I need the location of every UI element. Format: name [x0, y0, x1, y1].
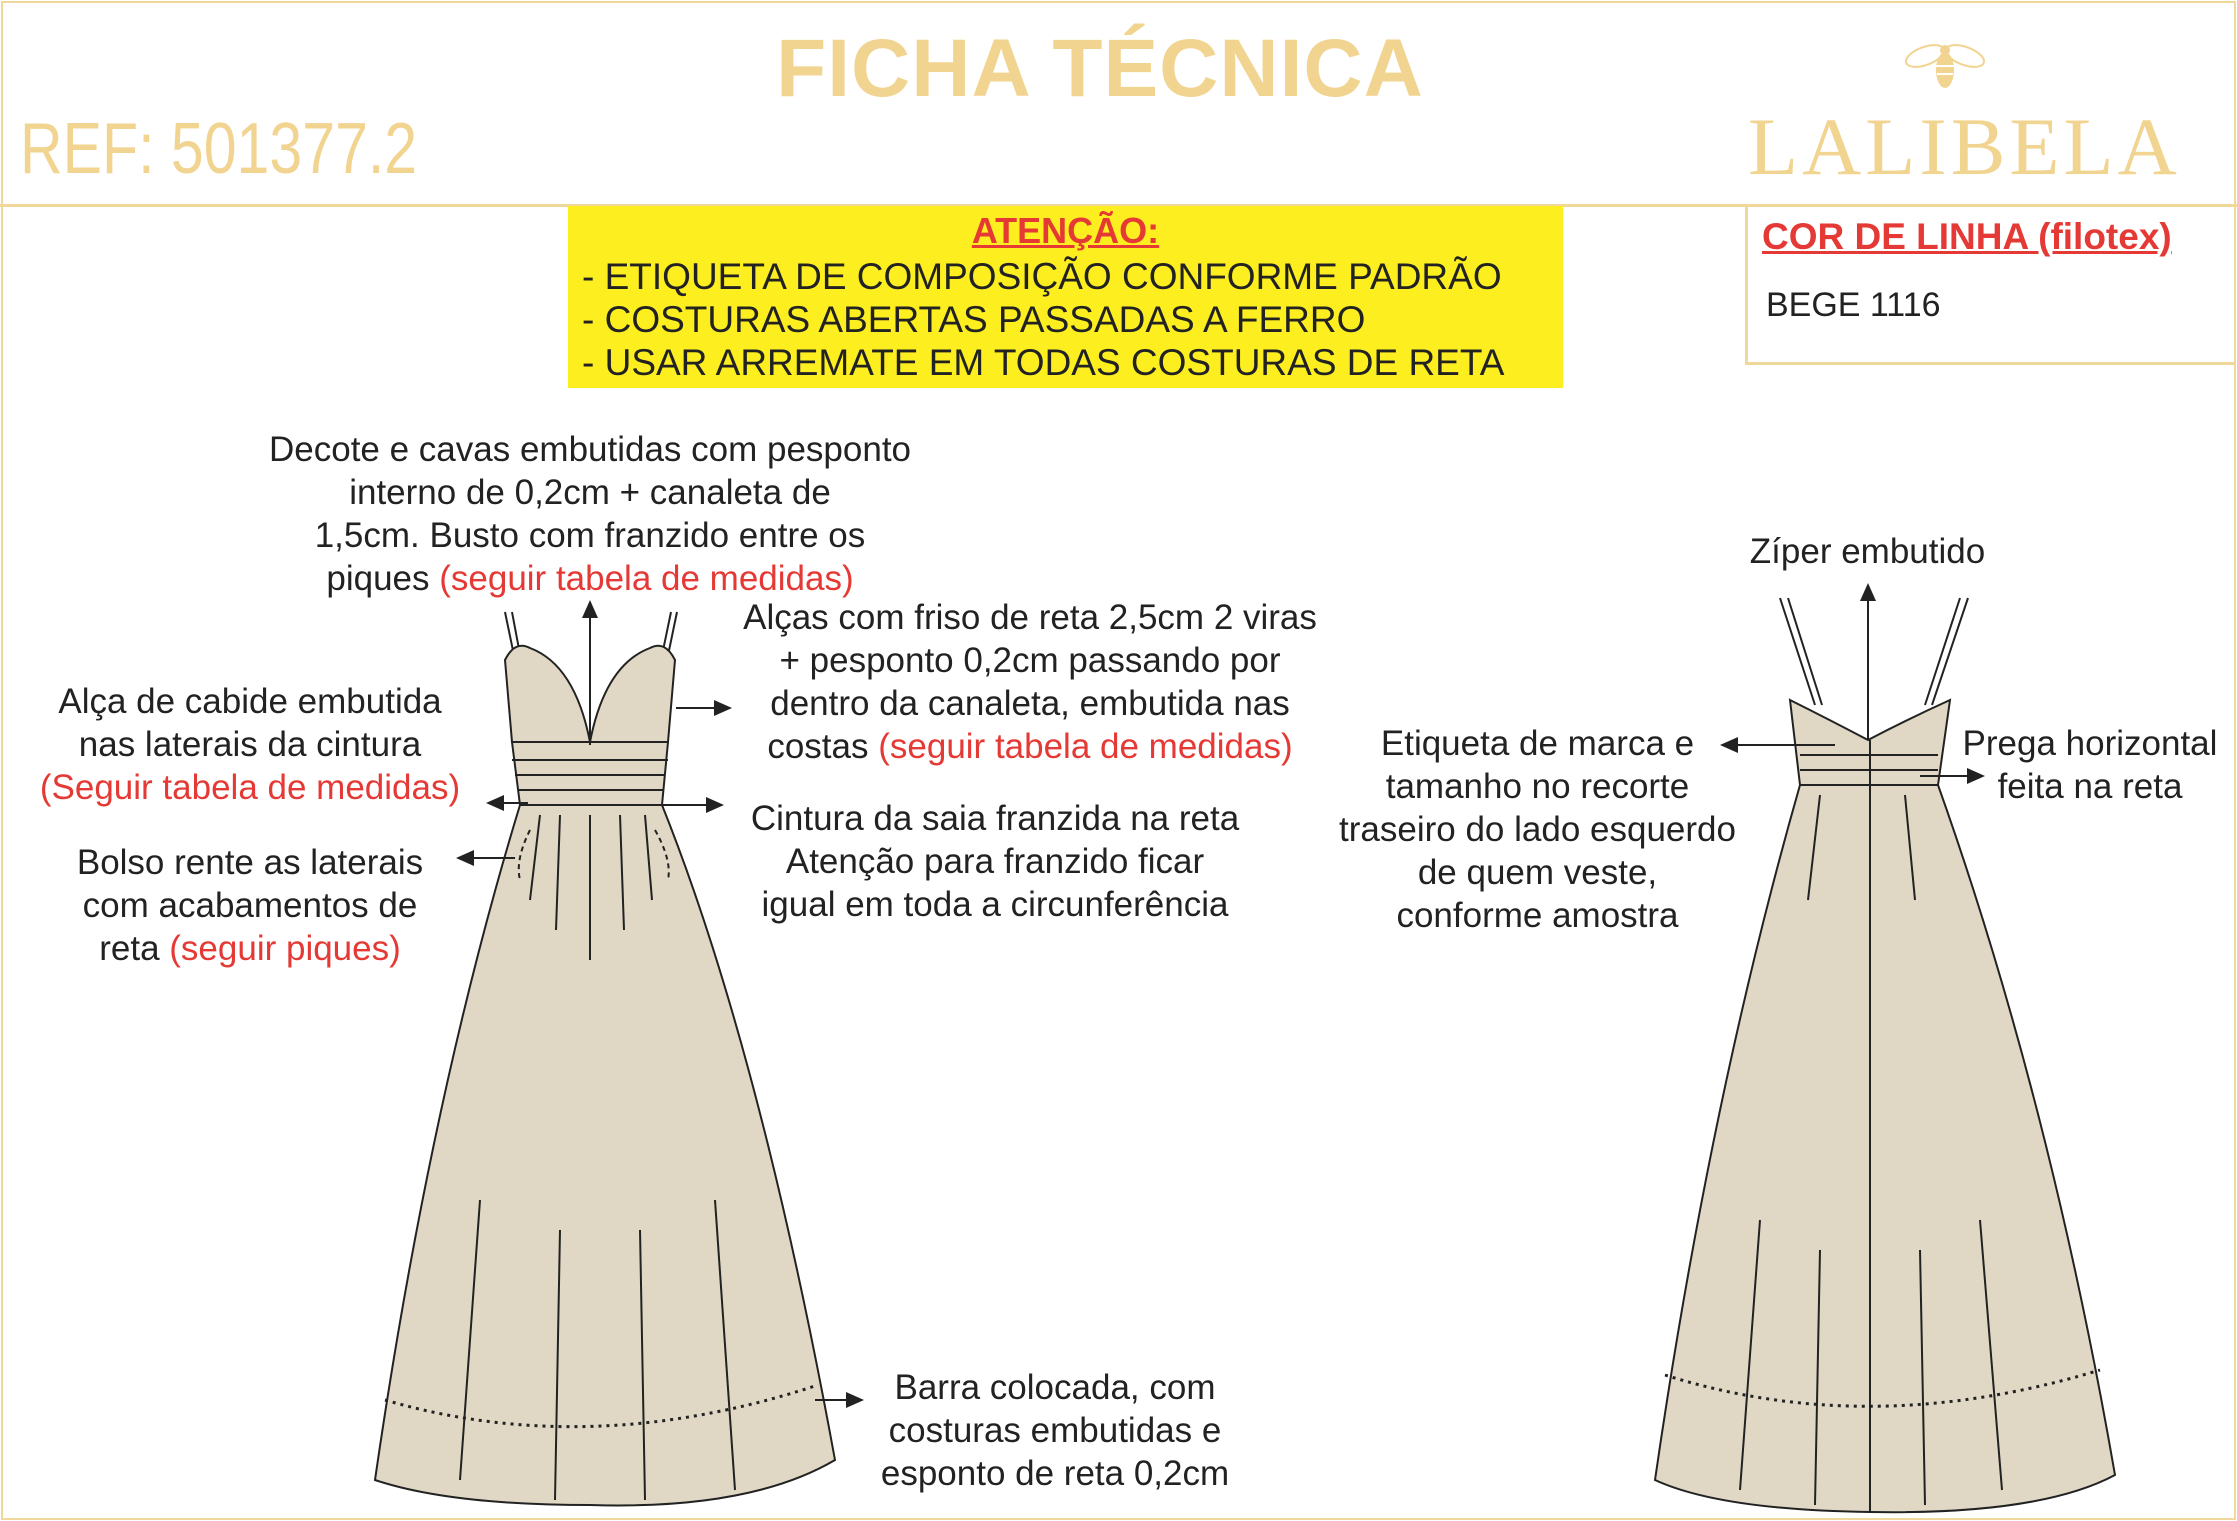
straps-note: Alças com friso de reta 2,5cm 2 viras + pesponto 0,2cm passando por dentro da canaleta, embutida nas costas (seguir tabela de medidas) — [743, 598, 1317, 766]
brand-label-note: Etiqueta de marca e tamanho no recorte traseiro do lado esquerdo de quem veste, conforme amostra — [1339, 724, 1736, 935]
zipper-note: Zíper embutido — [1749, 532, 1986, 571]
reference-code: REF: 501377.2 — [20, 109, 418, 189]
neckline-note: Decote e cavas embutidas com pesponto interno de 0,2cm + canaleta de 1,5cm. Busto com franzido entre os piques (seguir tabela de medidas) — [268, 430, 912, 598]
attention-title: ATENÇÃO: — [971, 210, 1160, 251]
attention-line: - ETIQUETA DE COMPOSIÇÃO CONFORME PADRÃO — [582, 256, 1502, 297]
pocket-note: Bolso rente as laterais com acabamentos de reta (seguir piques) — [76, 843, 424, 968]
hem-note: Barra colocada, com costuras embutidas e esponto de reta 0,2cm — [880, 1368, 1230, 1493]
page-title: FICHA TÉCNICA — [776, 23, 1424, 114]
thread-color-title: COR DE LINHA (filotex) — [1762, 216, 2172, 257]
attention-line: - COSTURAS ABERTAS PASSADAS A FERRO — [582, 299, 1366, 340]
waist-note: Cintura da saia franzida na reta Atenção para franzido ficar igual em toda a circunferência — [750, 799, 1240, 924]
pleat-note: Prega horizontal feita na reta — [1962, 724, 2218, 806]
attention-line: - USAR ARREMATE EM TODAS COSTURAS DE RETA — [582, 342, 1505, 383]
brand-logo: LALIBELA — [1748, 101, 2181, 192]
thread-color-value: BEGE 1116 — [1766, 286, 1941, 324]
hanger-loop-note: Alça de cabide embutida nas laterais da cintura (Seguir tabela de medidas) — [39, 682, 461, 807]
